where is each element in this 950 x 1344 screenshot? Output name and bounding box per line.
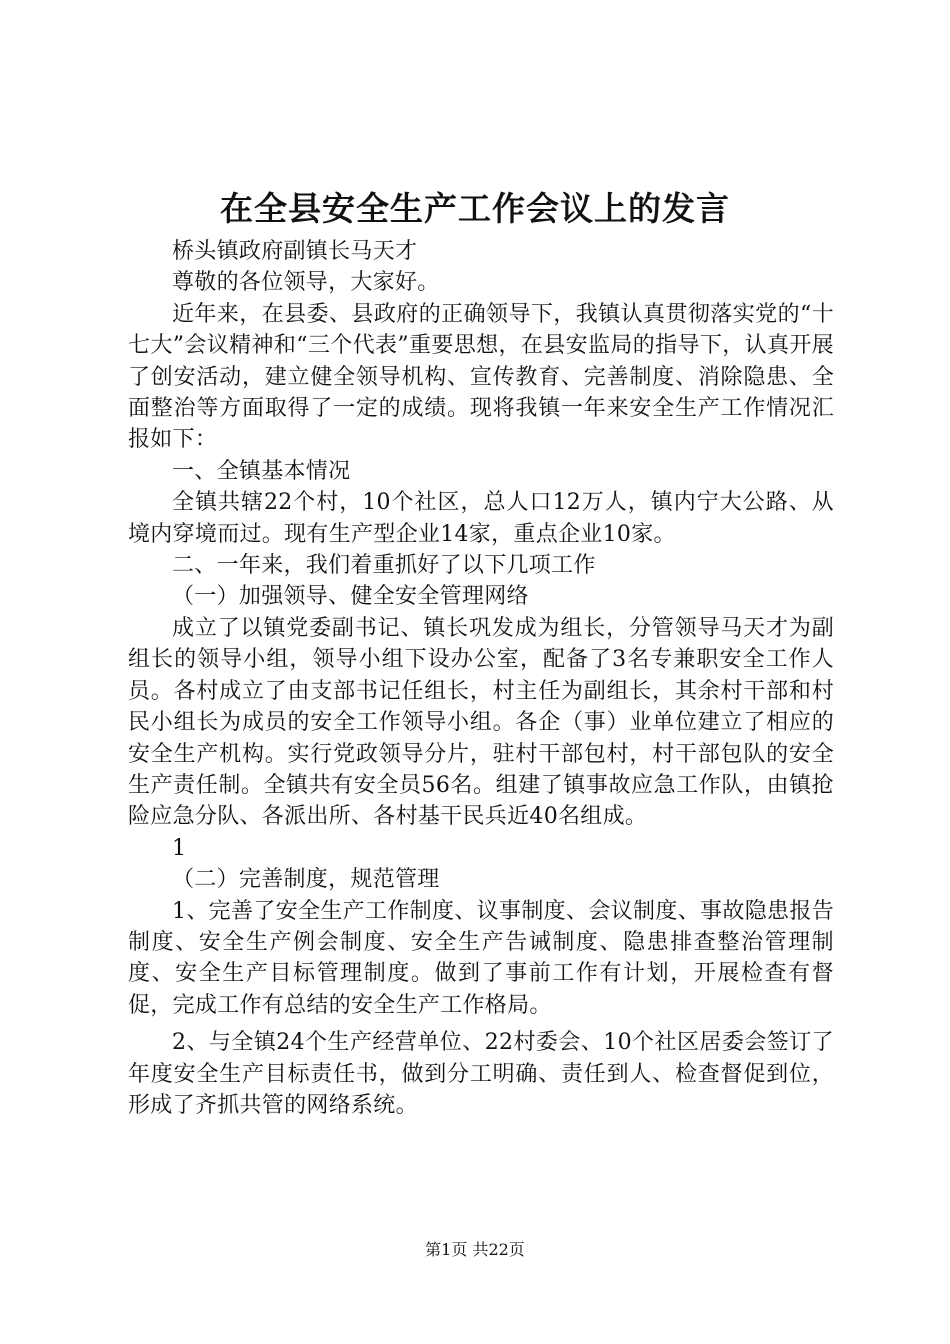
system-paragraph-2: 2、与全镇24个生产经营单位、22村委会、10个社区居委会签订了年度安全生产目标责任书，做到分工明确、责任到人、检查督促到位，形成了齐抓共管的网络系统。 — [128, 1030, 834, 1118]
subsection-heading-1: （一）加强领导、健全安全管理网络 — [172, 584, 529, 610]
page-footer: 第1页 共22页 — [425, 1240, 525, 1259]
document-body — [128, 236, 834, 1121]
system-paragraph-1: 1、完善了安全生产工作制度、议事制度、会议制度、事故隐患报告制度、安全生产例会制度、安全生产告诫制度、隐患排查整治管理制度、安全生产目标管理制度。做到了事前工作有计划，开展检查有督促，完成工作有总结的安全生产工作格局。 — [128, 898, 834, 1018]
intro-paragraph: 近年来，在县委、县政府的正确领导下，我镇认真贯彻落实党的“十七大”会议精神和“三个代表”重要思想，在县安监局的指导下，认真开展了创安活动，建立健全领导机构、宣传教育、完善制度、消除隐患、全面整治等方面取得了一定的成绩。现将我镇一年来安全生产工作情况汇报如下： — [128, 301, 834, 453]
section-heading-1: 一、全镇基本情况 — [172, 458, 351, 484]
document-title: 在全县安全生产工作会议上的发言 — [220, 189, 730, 228]
greeting-paragraph: 尊敬的各位领导，大家好。 — [172, 270, 440, 296]
stray-number: 1 — [172, 835, 187, 861]
leadership-paragraph: 成立了以镇党委副书记、镇长巩发成为组长，分管领导马天才为副组长的领导小组，领导小组下设办公室，配备了3名专兼职安全工作人员。各村成立了由支部书记任组长，村主任为副组长，其余村干部和村民小组长为成员的安全工作领导小组。各企（事）业单位建立了相应的安全生产机构。实行党政领导分片，驻村干部包村，村干部包队的安全生产责任制。全镇共有安全员56名。组建了镇事故应急工作队，由镇抢险应急分队、各派出所、各村基干民兵近40名组成。 — [128, 615, 834, 830]
subsection-heading-2: （二）完善制度，规范管理 — [172, 867, 440, 893]
author-line: 桥头镇政府副镇长马天才 — [172, 239, 418, 264]
section-heading-2: 二、一年来，我们着重抓好了以下几项工作 — [172, 553, 596, 579]
basic-info-paragraph: 全镇共辖22个村，10个社区，总人口12万人，镇内宁大公路、从境内穿境而过。现有生产型企业14家，重点企业10家。 — [128, 490, 834, 547]
